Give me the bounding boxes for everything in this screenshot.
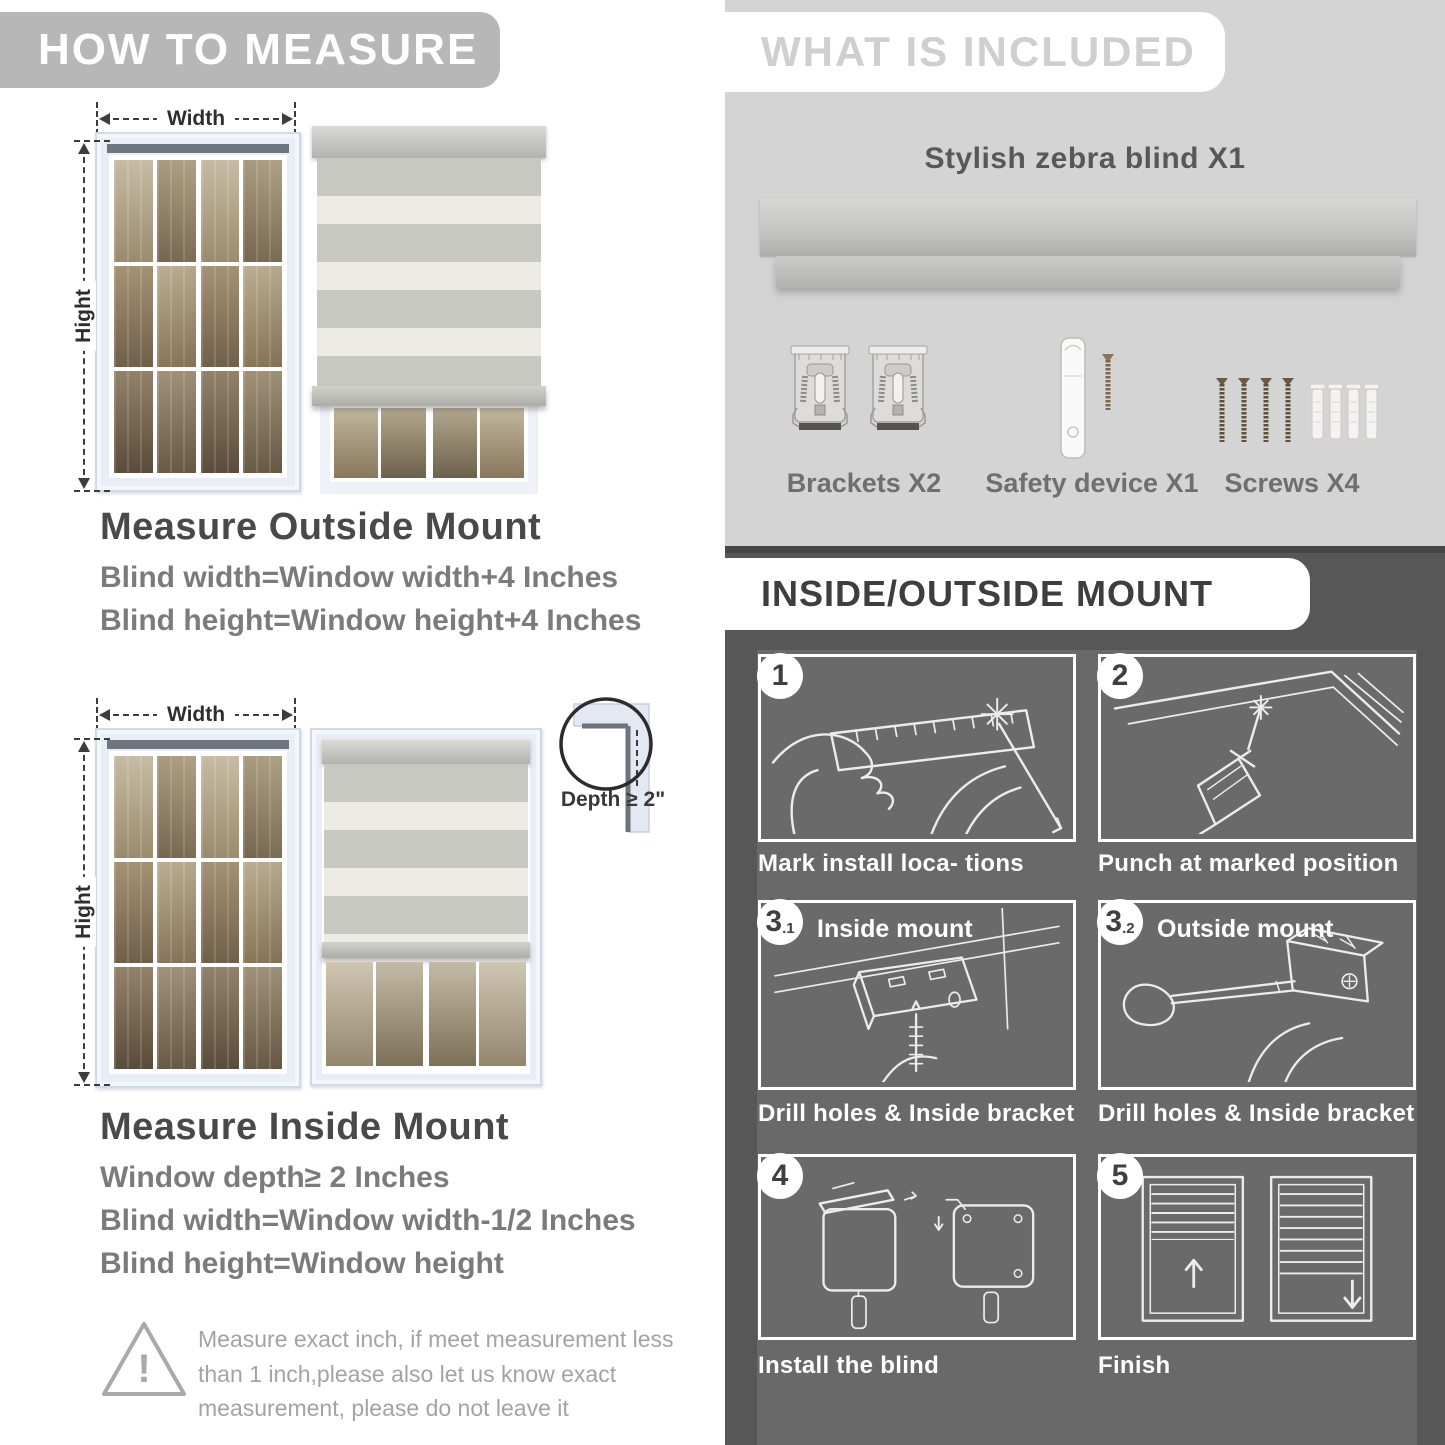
blind-cassette <box>322 740 530 764</box>
zebra-blind-outside-mount-illustration <box>312 126 546 494</box>
blind-cassette-product-image <box>760 198 1416 256</box>
window-door-left <box>114 160 196 473</box>
step-caption-2: Punch at marked position <box>1098 850 1399 877</box>
bracket-icon <box>788 342 852 436</box>
screw-icon <box>1100 350 1116 416</box>
arrowhead-right-icon <box>282 113 293 125</box>
height-label: Hight <box>72 281 96 351</box>
height-label: Hight <box>72 877 96 947</box>
how-to-measure-header <box>0 12 500 88</box>
height-dimension-arrow-inside <box>66 738 102 1086</box>
drill-illustration <box>1105 661 1409 835</box>
measurement-warning-text: Measure exact inch, if meet measurement less than 1 inch,please also let us know exact measurement, please do not leave it <box>198 1326 674 1421</box>
inside-mount-instructions <box>100 1156 636 1285</box>
step-panel-4 <box>758 1154 1076 1340</box>
window-glass <box>109 155 287 478</box>
blind-zebra-stripes <box>324 764 528 942</box>
step-caption-1: Mark install loca- tions <box>758 850 1024 877</box>
mark-location-illustration <box>765 661 1069 835</box>
arrowhead-down-icon <box>78 478 90 489</box>
height-dimension-arrow-outside <box>66 140 102 492</box>
bracket-icon <box>866 342 930 436</box>
window-top-sash <box>107 144 289 153</box>
depth-label: Depth ≥ 2" <box>560 788 666 811</box>
product-label: Stylish zebra blind X1 <box>924 142 1246 175</box>
outside-line-1: Blind width=Window width+4 Inches <box>100 561 619 594</box>
safety-device-icon <box>1056 334 1090 464</box>
screws-anchors-icon <box>1212 372 1380 448</box>
blind-bottom-rail <box>322 942 530 958</box>
window-door-right <box>201 160 283 473</box>
inside-line-2: Blind width=Window width-1/2 Inches <box>100 1204 636 1237</box>
section-divider <box>725 546 1445 553</box>
step-number-badge: 4 <box>757 1153 803 1199</box>
step-panel-1 <box>758 654 1076 842</box>
step-panel-3-1 <box>758 900 1076 1090</box>
install-blind-illustration <box>765 1161 1069 1333</box>
step-caption-3-1: Drill holes & Inside bracket <box>758 1100 1075 1127</box>
safety-device-label: Safety device X1 <box>985 468 1199 498</box>
what-is-included-header <box>725 12 1225 92</box>
what-is-included-title: WHAT IS INCLUDED <box>761 28 1196 75</box>
step-panel-5 <box>1098 1154 1416 1340</box>
inside-mount-title: Measure Inside Mount <box>100 1106 510 1148</box>
warning-triangle-icon <box>98 1316 190 1404</box>
step-number-badge: 3 .1 <box>757 899 803 945</box>
outside-mount-instructions <box>100 556 641 642</box>
brackets-label: Brackets X2 <box>786 468 942 498</box>
dimension-cap-bottom <box>74 490 110 492</box>
outside-line-2: Blind height=Window height+4 Inches <box>100 604 642 637</box>
finish-illustration <box>1105 1161 1409 1333</box>
how-to-measure-title: HOW TO MEASURE <box>38 25 479 74</box>
inside-line-3: Blind height=Window height <box>100 1247 504 1280</box>
svg-text:!: ! <box>137 1347 151 1391</box>
inside-line-1: Window depth≥ 2 Inches <box>100 1161 450 1194</box>
step-number-badge: 1 <box>757 653 803 699</box>
zebra-blind-inside-mount-illustration <box>310 728 542 1086</box>
step-number-badge: 3 .2 <box>1097 899 1143 945</box>
step-number-badge: 5 <box>1097 1153 1143 1199</box>
step-inner-title: Outside mount <box>1157 915 1334 943</box>
step-number-badge: 2 <box>1097 653 1143 699</box>
window-illustration-inside <box>95 728 301 1088</box>
arrowhead-left-icon <box>99 113 110 125</box>
step-panel-3-2 <box>1098 900 1416 1090</box>
arrowhead-up-icon <box>78 143 90 154</box>
window-below-blind <box>326 962 526 1066</box>
width-label: Width <box>157 703 235 727</box>
window-illustration-outside <box>95 132 301 492</box>
inside-outside-mount-header <box>725 558 1310 630</box>
width-label: Width <box>157 107 235 131</box>
arrowhead-left-icon <box>99 709 110 721</box>
blind-bottom-rail <box>312 386 546 406</box>
arrowhead-up-icon <box>78 741 90 752</box>
window-below-blind <box>320 398 538 494</box>
blind-cassette <box>312 126 546 158</box>
arrowhead-right-icon <box>282 709 293 721</box>
step-caption-3-2: Drill holes & Inside bracket <box>1098 1100 1415 1127</box>
step-caption-5: Finish <box>1098 1352 1171 1379</box>
arrowhead-down-icon <box>78 1072 90 1083</box>
depth-magnifier-icon <box>552 686 664 836</box>
outside-mount-title: Measure Outside Mount <box>100 506 542 548</box>
step-caption-4: Install the blind <box>758 1352 940 1379</box>
screws-label: Screws X4 <box>1224 468 1360 498</box>
step-inner-title: Inside mount <box>817 915 973 943</box>
inside-outside-mount-title: INSIDE/OUTSIDE MOUNT <box>761 573 1214 614</box>
blind-rail-product-image <box>776 256 1400 288</box>
blind-zebra-stripes <box>317 158 541 386</box>
step-panel-2 <box>1098 654 1416 842</box>
dimension-cap-top <box>74 140 110 142</box>
